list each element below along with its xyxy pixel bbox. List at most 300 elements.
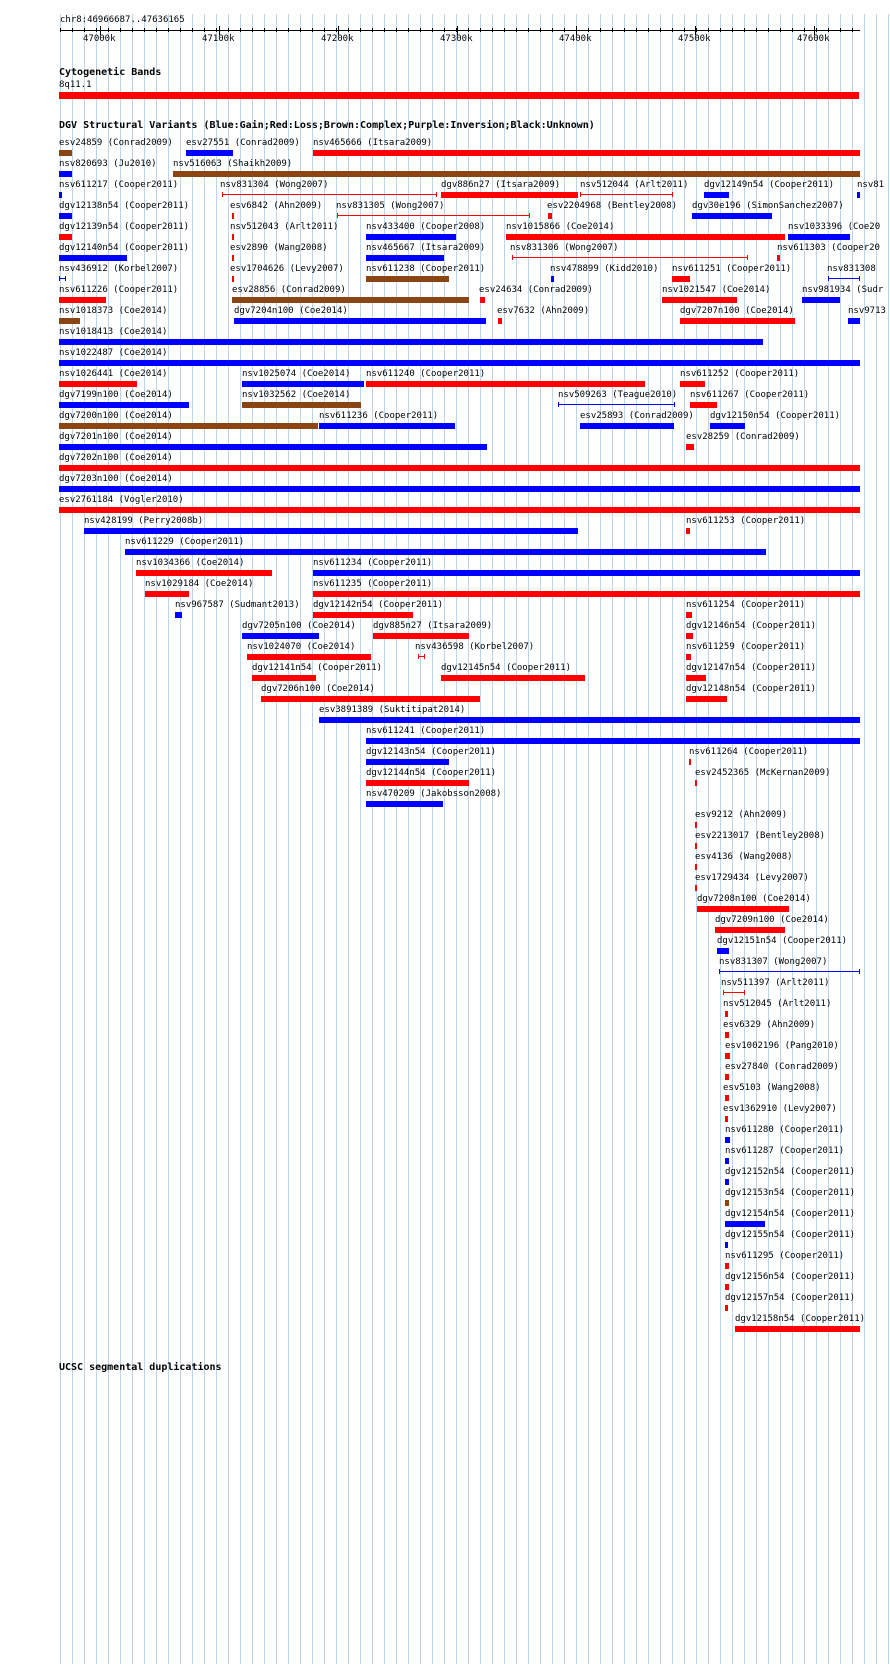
dgv-variant-bar[interactable] [695,864,697,870]
dgv-variant-label: nsv611287 (Cooper2011) [725,1146,845,1156]
dgv-variant-label: nsv1018373 (Coe2014) [59,306,168,316]
ruler-minor-tick [612,28,613,32]
ruler-tick-label: 47000k [83,34,116,44]
dgv-variant-label: nsv1026441 (Coe2014) [59,369,168,379]
dgv-variant-bar[interactable] [59,423,318,429]
ruler-minor-tick [696,28,697,32]
dgv-interval-end-cap [512,255,513,260]
ruler-minor-tick [288,28,289,32]
dgv-variant-bar[interactable] [59,402,189,408]
dgv-variant-label: dgv12157n54 (Cooper2011) [725,1293,856,1303]
dgv-variant-bar[interactable] [686,612,692,618]
ruler-tick-label: 47100k [202,34,235,44]
dgv-variant-bar[interactable] [145,591,189,597]
ruler-minor-tick [168,28,169,32]
dgv-variant-bar[interactable] [319,717,860,723]
dgv-interval-end-cap [674,402,675,407]
ruler-minor-tick [564,28,565,32]
dgv-variant-bar[interactable] [136,570,272,576]
dgv-variant-bar[interactable] [717,948,729,954]
dgv-variant-label: dgv7208n100 (Coe2014) [697,894,811,904]
dgv-variant-label: esv6842 (Ahn2009) [230,201,323,211]
dgv-interval-end-cap [59,276,60,281]
dgv-variant-bar[interactable] [686,654,691,660]
dgv-interval-end-cap [436,192,437,197]
dgv-variant-bar[interactable] [697,906,789,912]
ruler-minor-tick [60,28,61,32]
dgv-variant-bar[interactable] [580,423,674,429]
dgv-variant-bar[interactable] [59,339,763,345]
ruler-minor-tick [504,28,505,32]
dgv-variant-label: nsv1022487 (Coe2014) [59,348,168,358]
dgv-variant-bar[interactable] [548,213,552,219]
dgv-variant-label: nsv611295 (Cooper2011) [725,1251,845,1261]
dgv-variant-bar[interactable] [59,486,860,492]
dgv-variant-bar[interactable] [857,192,860,198]
dgv-variant-bar[interactable] [725,1032,729,1038]
dgv-variant-label: esv25893 (Conrad2009) [580,411,694,421]
dgv-variant-bar[interactable] [441,675,585,681]
cytoband-bar[interactable] [59,92,859,99]
dgv-variant-label: dgv7202n100 (Coe2014) [59,453,173,463]
dgv-variant-interval[interactable] [723,992,745,993]
dgv-interval-end-cap [744,990,745,995]
dgv-variant-interval[interactable] [828,278,860,279]
dgv-variant-label: esv2213017 (Bentley2008) [695,831,826,841]
dgv-variant-label: nsv611303 (Cooper20 [777,243,880,253]
dgv-variant-label: nsv981934 (Sudr [802,285,884,295]
ruler-minor-tick [852,28,853,32]
ruler-minor-tick [672,28,673,32]
dgv-variant-label: dgv12141n54 (Cooper2011) [252,663,383,673]
dgv-variant-label: nsv1025074 (Coe2014) [242,369,351,379]
dgv-variant-bar[interactable] [788,234,850,240]
dgv-interval-end-cap [859,276,860,281]
dgv-variant-bar[interactable] [725,1053,730,1059]
dgv-variant-label: nsv611252 (Cooper2011) [680,369,800,379]
ruler-minor-tick [300,28,301,32]
dgv-variant-label: nsv1024070 (Coe2014) [247,642,356,652]
dgv-variant-label: dgv12140n54 (Cooper2011) [59,243,190,253]
dgv-variant-bar[interactable] [59,213,72,219]
ruler-minor-tick [516,28,517,32]
dgv-variant-bar[interactable] [686,696,727,702]
dgv-variant-label: esv1362910 (Levy2007) [723,1104,837,1114]
dgv-variant-bar[interactable] [252,675,316,681]
dgv-variant-bar[interactable] [313,612,413,618]
dgv-variant-bar[interactable] [672,276,690,282]
dgv-variant-label: nsv611240 (Cooper2011) [366,369,486,379]
dgv-variant-bar[interactable] [247,654,371,660]
dgv-variant-label: nsv436912 (Korbel2007) [59,264,179,274]
dgv-variant-bar[interactable] [695,885,697,891]
dgv-variant-label: dgv12148n54 (Cooper2011) [686,684,817,694]
dgv-variant-label: dgv12145n54 (Cooper2011) [441,663,572,673]
dgv-variant-label: nsv611251 (Cooper2011) [672,264,792,274]
dgv-variant-label: dgv30e196 (SimonSanchez2007) [692,201,844,211]
ruler-title: chr8:46966687..47636165 [60,15,185,25]
dgv-variant-bar[interactable] [686,633,693,639]
ruler-minor-tick [432,28,433,32]
dgv-variant-bar[interactable] [777,255,780,261]
dgv-variant-label: nsv9713 [848,306,886,316]
dgv-interval-end-cap [747,255,748,260]
dgv-variant-label: dgv12144n54 (Cooper2011) [366,768,497,778]
dgv-variant-bar[interactable] [725,1116,728,1122]
ruler-minor-tick [576,28,577,32]
ruler-minor-tick [456,28,457,32]
dgv-variant-label: esv2452365 (McKernan2009) [695,768,831,778]
ruler-minor-tick [660,28,661,32]
ruler-minor-tick [528,28,529,32]
dgv-variant-bar[interactable] [59,507,860,513]
dgv-variant-label: esv28856 (Conrad2009) [232,285,346,295]
dgv-variant-label: nsv831307 (Wong2007) [719,957,828,967]
dgv-variant-label: esv2204968 (Bentley2008) [547,201,678,211]
dgv-variant-label: nsv831304 (Wong2007) [220,180,329,190]
dgv-variant-label: nsv478899 (Kidd2010) [550,264,659,274]
ruler-minor-tick [792,28,793,32]
dgv-variant-interval[interactable] [512,257,748,258]
dgv-variant-label: nsv831308 [827,264,876,274]
ruler-minor-tick [468,28,469,32]
dgv-variant-bar[interactable] [692,213,772,219]
dgv-variant-bar[interactable] [725,1200,729,1206]
dgv-variant-bar[interactable] [232,234,234,240]
ruler-minor-tick [624,28,625,32]
dgv-variant-label: dgv7205n100 (Coe2014) [242,621,356,631]
ruler-minor-tick [336,28,337,32]
ruler-minor-tick [216,28,217,32]
dgv-variant-label: dgv12156n54 (Cooper2011) [725,1272,856,1282]
dgv-variant-bar[interactable] [366,801,443,807]
dgv-variant-bar[interactable] [242,402,361,408]
dgv-variant-label: nsv831306 (Wong2007) [510,243,619,253]
dgv-variant-bar[interactable] [725,1242,728,1248]
dgv-variant-bar[interactable] [695,822,697,828]
dgv-variant-label: nsv611226 (Cooper2011) [59,285,179,295]
dgv-variant-bar[interactable] [59,192,62,198]
dgv-variant-bar[interactable] [690,402,717,408]
dgv-variant-bar[interactable] [232,297,469,303]
dgv-variant-bar[interactable] [366,276,449,282]
dgv-variant-bar[interactable] [680,381,705,387]
dgv-variant-label: nsv611254 (Cooper2011) [686,600,806,610]
dgv-variant-bar[interactable] [59,255,127,261]
dgv-variant-bar[interactable] [261,696,480,702]
dgv-variant-bar[interactable] [59,297,106,303]
dgv-variant-label: nsv611280 (Cooper2011) [725,1125,845,1135]
dgv-variant-bar[interactable] [366,738,860,744]
dgv-variant-bar[interactable] [366,255,444,261]
ruler-tick-label: 47200k [321,34,354,44]
dgv-variant-bar[interactable] [59,150,72,156]
ruler-minor-tick [684,28,685,32]
ruler-tick-label: 47300k [440,34,473,44]
dgv-variant-label: dgv12143n54 (Cooper2011) [366,747,497,757]
dgv-interval-end-cap [337,213,338,218]
dgv-variant-label: dgv12155n54 (Cooper2011) [725,1230,856,1240]
ruler-minor-tick [264,28,265,32]
dgv-variant-bar[interactable] [725,1221,765,1227]
dgv-variant-bar[interactable] [689,759,691,765]
dgv-variant-bar[interactable] [59,465,860,471]
ruler-minor-tick [276,28,277,32]
dgv-variant-bar[interactable] [725,1284,729,1290]
dgv-variant-label: dgv12150n54 (Cooper2011) [710,411,841,421]
dgv-variant-bar[interactable] [725,1158,729,1164]
dgv-variant-bar[interactable] [234,318,486,324]
dgv-variant-bar[interactable] [59,444,487,450]
dgv-variant-bar[interactable] [441,192,578,198]
dgv-variant-bar[interactable] [725,1179,729,1185]
dgv-variant-label: dgv885n27 (Itsara2009) [373,621,493,631]
dgv-variant-label: nsv470209 (Jakobsson2008) [366,789,502,799]
dgv-variant-label: nsv512044 (Arlt2011) [580,180,689,190]
ruler-minor-tick [780,28,781,32]
ruler-minor-tick [636,28,637,32]
dgv-variant-label: nsv820693 (Ju2010) [59,159,157,169]
ruler-minor-tick [108,28,109,32]
dgv-variant-label: nsv465666 (Itsara2009) [313,138,433,148]
dgv-variant-bar[interactable] [686,528,690,534]
ruler-minor-tick [312,28,313,32]
dgv-variant-bar[interactable] [710,423,745,429]
dgv-interval-end-cap [580,192,581,197]
dgv-variant-bar[interactable] [59,381,137,387]
dgv-variant-label: dgv7206n100 (Coe2014) [261,684,375,694]
dgv-variant-bar[interactable] [84,528,578,534]
dgv-variant-bar[interactable] [366,759,449,765]
dgv-variant-label: nsv611234 (Cooper2011) [313,558,433,568]
dgv-variant-label: nsv465667 (Itsara2009) [366,243,486,253]
ruler-minor-tick [768,28,769,32]
ruler-minor-tick [720,28,721,32]
ruler-minor-tick [372,28,373,32]
ruler-minor-tick [192,28,193,32]
ruler-minor-tick [120,28,121,32]
dgv-variant-label: nsv611217 (Cooper2011) [59,180,179,190]
dgv-variant-label: nsv433400 (Cooper2008) [366,222,486,232]
dgv-variant-label: esv27551 (Conrad2009) [186,138,300,148]
dgv-interval-end-cap [418,654,419,659]
dgv-variant-bar[interactable] [686,675,706,681]
dgv-variant-bar[interactable] [125,549,766,555]
dgv-variant-label: nsv81 [857,180,885,190]
ruler-minor-tick [72,28,73,32]
ruler-minor-tick [600,28,601,32]
dgv-variant-bar[interactable] [695,843,697,849]
dgv-variant-label: nsv611235 (Cooper2011) [313,579,433,589]
dgv-variant-label: nsv611259 (Cooper2011) [686,642,806,652]
dgv-variant-label: esv1002196 (Pang2010) [725,1041,839,1051]
dgv-variant-interval[interactable] [558,404,675,405]
dgv-variant-interval[interactable] [580,194,673,195]
cytogenetic-bands-title: Cytogenetic Bands [59,67,162,78]
dgv-variant-label: nsv436598 (Korbel2007) [415,642,535,652]
dgv-variant-label: nsv611229 (Cooper2011) [125,537,245,547]
ruler-minor-tick [360,28,361,32]
dgv-variant-bar[interactable] [680,318,795,324]
dgv-variant-label: esv1729434 (Levy2007) [695,873,809,883]
dgv-variant-label: dgv12149n54 (Cooper2011) [704,180,835,190]
ruler-minor-tick [480,28,481,32]
dgv-variant-bar[interactable] [725,1263,729,1269]
ruler-minor-tick [84,28,85,32]
dgv-variant-interval[interactable] [337,215,530,216]
dgv-variant-bar[interactable] [59,171,72,177]
dgv-variant-label: nsv509263 (Teague2010) [558,390,678,400]
ruler-minor-tick [228,28,229,32]
dgv-variant-label: esv1704626 (Levy2007) [230,264,344,274]
dgv-variant-label: nsv831305 (Wong2007) [336,201,445,211]
dgv-variant-bar[interactable] [366,234,456,240]
dgv-variant-bar[interactable] [725,1305,728,1311]
ruler-minor-tick [144,28,145,32]
ruler-minor-tick [588,28,589,32]
dgv-variant-label: esv4136 (Wang2008) [695,852,793,862]
dgv-variant-bar[interactable] [242,633,319,639]
dgv-variant-interval[interactable] [719,971,860,972]
ruler-minor-tick [816,28,817,32]
ruler-minor-tick [492,28,493,32]
dgv-variant-bar[interactable] [506,234,785,240]
dgv-variant-bar[interactable] [725,1074,729,1080]
dgv-variant-bar[interactable] [802,297,840,303]
dgv-variant-label: nsv1018413 (Coe2014) [59,327,168,337]
dgv-variant-label: nsv512043 (Arlt2011) [230,222,339,232]
ruler-minor-tick [384,28,385,32]
dgv-variant-bar[interactable] [175,612,182,618]
dgv-variant-label: dgv7200n100 (Coe2014) [59,411,173,421]
dgv-variant-label: nsv1033396 (Coe20 [788,222,881,232]
dgv-variant-bar[interactable] [686,444,694,450]
dgv-variant-label: nsv428199 (Perry2008b) [84,516,204,526]
ruler-minor-tick [552,28,553,32]
dgv-variant-label: dgv12138n54 (Cooper2011) [59,201,190,211]
dgv-variant-label: dgv12139n54 (Cooper2011) [59,222,190,232]
dgv-variant-label: esv9212 (Ahn2009) [695,810,788,820]
dgv-variant-bar[interactable] [715,927,785,933]
dgv-interval-end-cap [828,276,829,281]
dgv-variant-label: dgv12154n54 (Cooper2011) [725,1209,856,1219]
dgv-variant-label: esv7632 (Ahn2009) [497,306,590,316]
ruler-minor-tick [396,28,397,32]
dgv-variant-label: dgv12147n54 (Cooper2011) [686,663,817,673]
dgv-variant-bar[interactable] [366,381,645,387]
dgv-variant-bar[interactable] [725,1095,729,1101]
dgv-variant-bar[interactable] [480,297,485,303]
dgv-interval-end-cap [222,192,223,197]
ruler-minor-tick [756,28,757,32]
dgv-variant-bar[interactable] [695,780,697,786]
dgv-variant-label: nsv1015866 (Coe2014) [506,222,615,232]
ruler-minor-tick [540,28,541,32]
dgv-variant-label: esv6329 (Ahn2009) [723,1020,816,1030]
dgv-variant-label: dgv7199n100 (Coe2014) [59,390,173,400]
dgv-variant-bar[interactable] [313,570,860,576]
dgv-variant-bar[interactable] [551,276,554,282]
dgv-variant-label: esv24859 (Conrad2009) [59,138,173,148]
dgv-variant-label: esv27840 (Conrad2009) [725,1062,839,1072]
dgv-variant-label: dgv7201n100 (Coe2014) [59,432,173,442]
dgv-variant-label: nsv511397 (Arlt2011) [721,978,830,988]
cytoband-label: 8q11.1 [59,80,92,90]
dgv-variant-bar[interactable] [662,297,737,303]
ruler-minor-tick [444,28,445,32]
dgv-variant-label: nsv1021547 (Coe2014) [662,285,771,295]
dgv-variant-bar[interactable] [319,423,455,429]
ruler-minor-tick [828,28,829,32]
dgv-variant-bar[interactable] [725,1137,730,1143]
ruler-minor-tick [348,28,349,32]
dgv-variant-label: nsv512045 (Arlt2011) [723,999,832,1009]
ruler-minor-tick [648,28,649,32]
dgv-interval-end-cap [558,402,559,407]
ruler-minor-tick [180,28,181,32]
ruler-tick-label: 47600k [797,34,830,44]
dgv-variant-label: nsv1032562 (Coe2014) [242,390,351,400]
dgv-variant-bar[interactable] [848,318,860,324]
ruler-minor-tick [96,28,97,32]
dgv-interval-end-cap [672,192,673,197]
dgv-variant-bar[interactable] [313,150,860,156]
dgv-variant-label: dgv12142n54 (Cooper2011) [313,600,444,610]
dgv-variant-bar[interactable] [59,318,80,324]
dgv-variant-label: dgv12151n54 (Cooper2011) [717,936,848,946]
ruler-minor-tick [708,28,709,32]
dgv-variant-label: nsv611264 (Cooper2011) [689,747,809,757]
dgv-variant-label: esv5103 (Wang2008) [723,1083,821,1093]
dgv-variant-bar[interactable] [725,1011,728,1017]
dgv-variant-label: nsv1029184 (Coe2014) [145,579,254,589]
dgv-variant-bar[interactable] [173,171,860,177]
dgv-variant-label: dgv7209n100 (Coe2014) [715,915,829,925]
ruler-minor-tick [732,28,733,32]
dgv-variant-bar[interactable] [704,192,729,198]
dgv-variant-bar[interactable] [242,381,364,387]
dgv-variant-bar[interactable] [186,150,233,156]
dgv-variant-label: nsv516063 (Shaikh2009) [173,159,293,169]
dgv-variant-label: nsv611236 (Cooper2011) [319,411,439,421]
dgv-variant-label: dgv7204n100 (Coe2014) [234,306,348,316]
dgv-interval-end-cap [529,213,530,218]
segdup-track-title: UCSC segmental duplications [59,1362,222,1373]
dgv-variant-bar[interactable] [366,780,469,786]
dgv-variant-bar[interactable] [232,213,234,219]
dgv-variant-bar[interactable] [313,591,860,597]
ruler-minor-tick [324,28,325,32]
dgv-variant-label: dgv12146n54 (Cooper2011) [686,621,817,631]
ruler-minor-tick [420,28,421,32]
dgv-variant-bar[interactable] [498,318,502,324]
dgv-variant-bar[interactable] [59,360,860,366]
dgv-variant-bar[interactable] [735,1326,860,1332]
dgv-variant-label: dgv7207n100 (Coe2014) [680,306,794,316]
dgv-variant-bar[interactable] [232,276,234,282]
ruler-minor-tick [804,28,805,32]
ruler-tick-label: 47500k [678,34,711,44]
dgv-variant-label: esv2761184 (Vogler2010) [59,495,184,505]
dgv-variant-bar[interactable] [59,234,72,240]
dgv-variant-label: nsv611267 (Cooper2011) [690,390,810,400]
ruler-minor-tick [240,28,241,32]
dgv-variant-bar[interactable] [232,255,234,261]
dgv-variant-interval[interactable] [222,194,437,195]
dgv-variant-bar[interactable] [373,633,469,639]
dgv-variant-label: nsv611241 (Cooper2011) [366,726,486,736]
dgv-variant-label: dgv12158n54 (Cooper2011) [735,1314,866,1324]
